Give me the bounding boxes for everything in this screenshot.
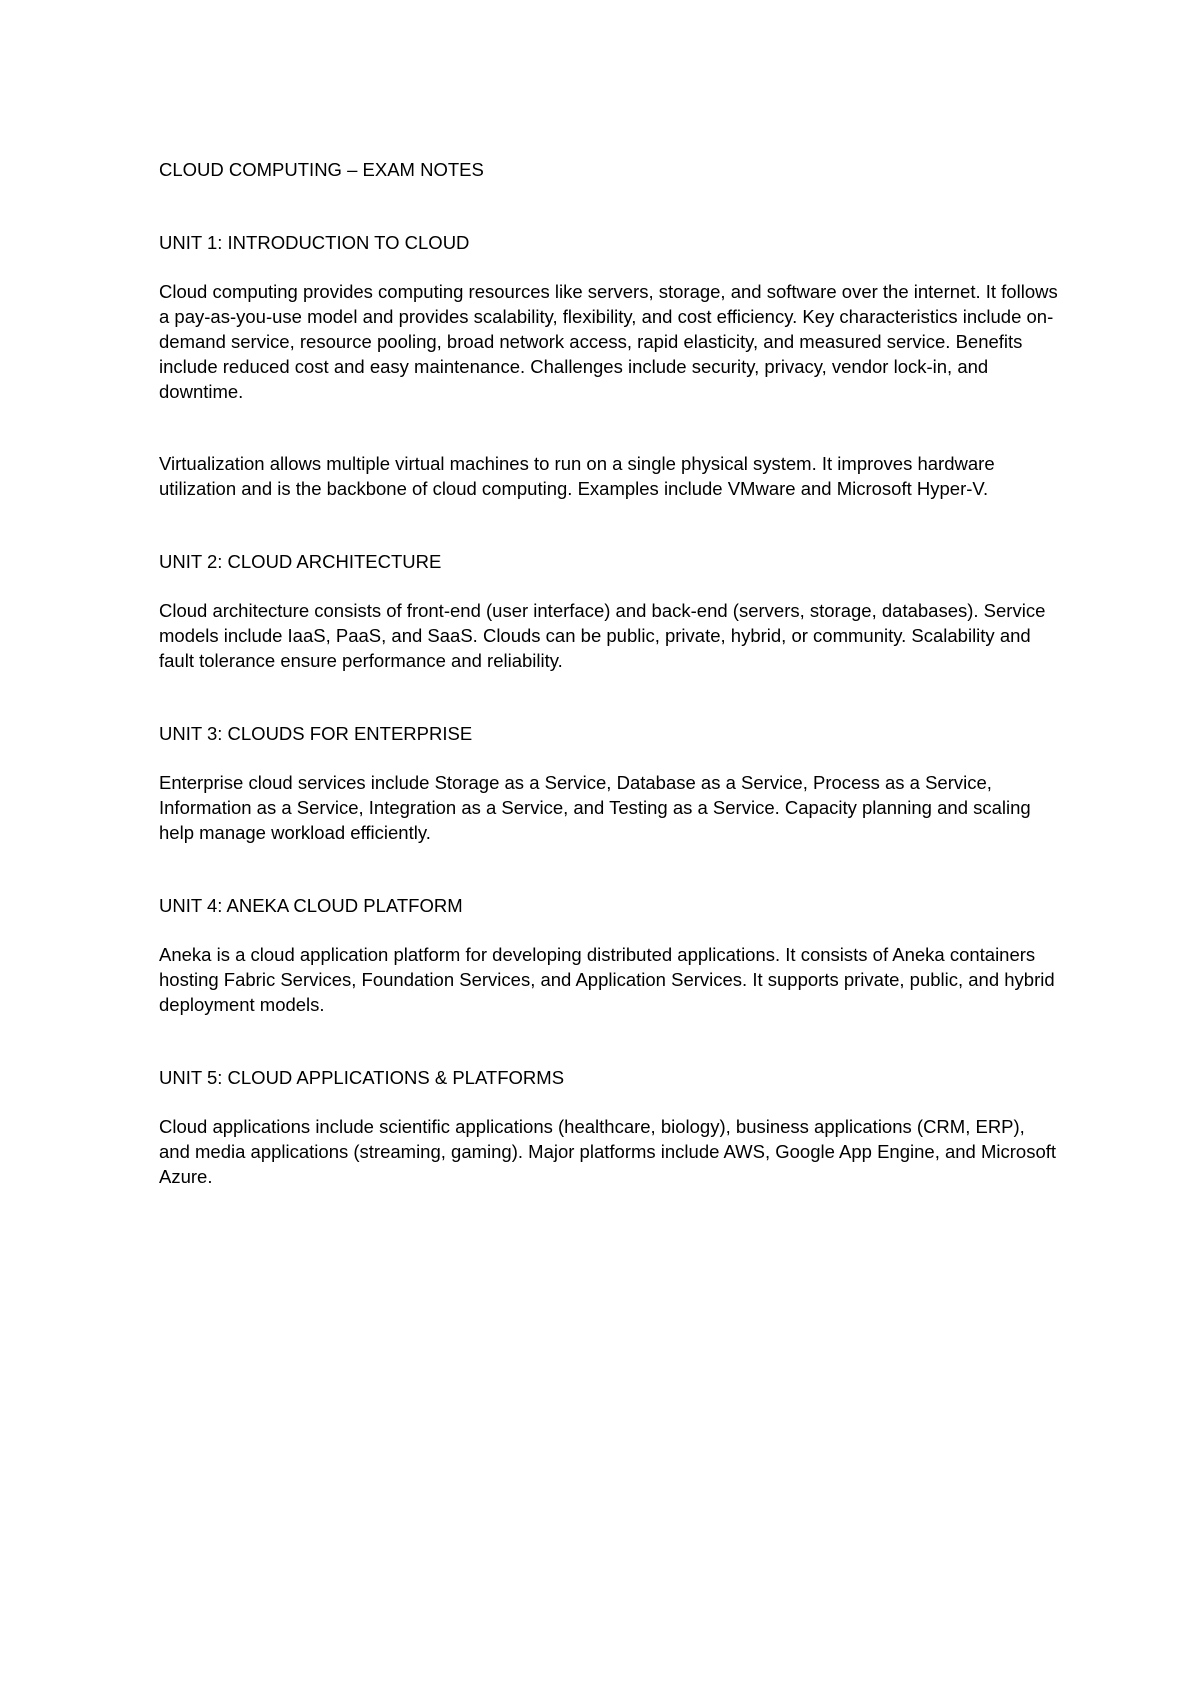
unit-1-paragraph-2: Virtualization allows multiple virtual machines to run on a single physical system. It improves hardware utilization and is the backbone of cloud computing. Examples include VMware and Microsoft Hyper-V. [159, 453, 995, 499]
unit-4-paragraph-1: Aneka is a cloud application platform for developing distributed applications. It consists of Aneka containers hosting Fabric Services, Foundation Services, and Application Services. It supports private, public, and hybrid deployment models. [159, 944, 1055, 1015]
unit-4-heading: UNIT 4: ANEKA CLOUD PLATFORM [159, 895, 463, 916]
unit-1-heading: UNIT 1: INTRODUCTION TO CLOUD [159, 232, 470, 253]
unit-1-paragraph-1: Cloud computing provides computing resources like servers, storage, and software over the internet. It follows a pay-as-you-use model and provides scalability, flexibility, and cost efficiency. Key characteristics include on-demand service, resource pooling, broad network access, rapid elasticity, and measured service. Benefits include reduced cost and easy maintenance. Challenges include security, privacy, vendor lock-in, and downtime. [159, 281, 1058, 402]
unit-2-paragraph-1: Cloud architecture consists of front-end (user interface) and back-end (servers, storage, databases). Service models include IaaS, PaaS, and SaaS. Clouds can be public, private, hybrid, or community. Scalability and fault tolerance ensure performance and reliability. [159, 600, 1046, 671]
unit-3-heading: UNIT 3: CLOUDS FOR ENTERPRISE [159, 723, 473, 744]
document-page [159, 157, 1059, 1189]
unit-5-paragraph-1: Cloud applications include scientific applications (healthcare, biology), business applications (CRM, ERP), and media applications (streaming, gaming). Major platforms include AWS, Google App Engine, and Microsoft Azure. [159, 1116, 1057, 1187]
unit-3-paragraph-1: Enterprise cloud services include Storage as a Service, Database as a Service, Process as a Service, Information as a Service, Integration as a Service, and Testing as a Service. Capacity planning and scaling help manage workload efficiently. [159, 772, 1031, 843]
unit-5-heading: UNIT 5: CLOUD APPLICATIONS & PLATFORMS [159, 1067, 565, 1088]
document-title: CLOUD COMPUTING – EXAM NOTES [159, 159, 484, 180]
unit-2-heading: UNIT 2: CLOUD ARCHITECTURE [159, 551, 442, 572]
